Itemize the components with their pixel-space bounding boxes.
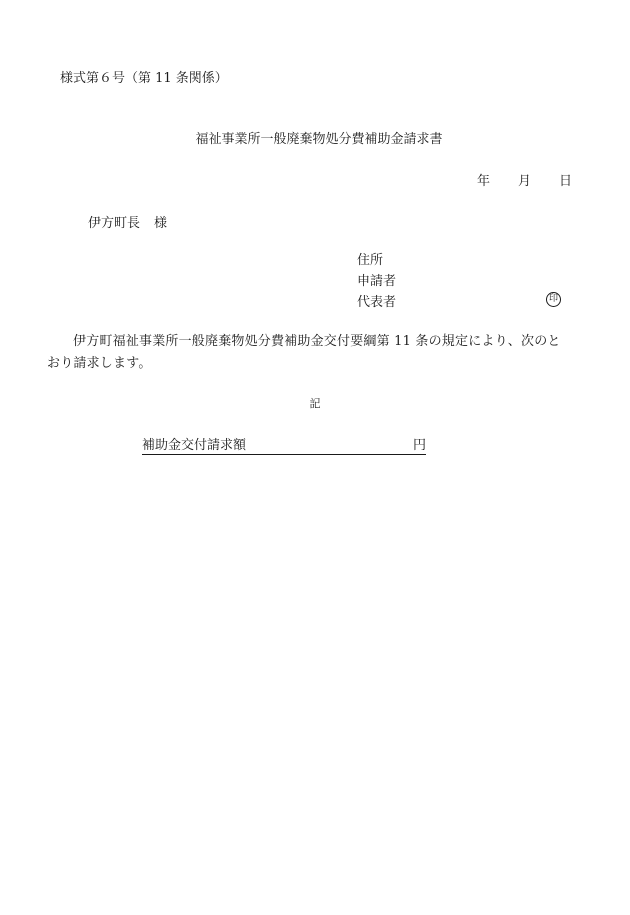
form-number: 様式第６号（第 11 条関係） xyxy=(60,71,228,86)
applicant-label: 申請者 xyxy=(357,274,397,289)
addressee xyxy=(88,212,167,231)
document-title-text: 福祉事業所一般廃棄物処分費補助金請求書 xyxy=(195,132,443,147)
date-year-label: 年 xyxy=(477,174,491,189)
document-title xyxy=(0,128,630,147)
amount-field xyxy=(142,434,426,455)
amount-unit: 円 xyxy=(412,438,426,453)
date-day-label: 日 xyxy=(559,174,573,189)
body-paragraph-line-1: 伊方町福祉事業所一般廃棄物処分費補助金交付要綱第 11 条の規定により、次のと xyxy=(73,334,561,349)
amount-label: 補助金交付請求額 xyxy=(142,438,247,453)
representative-label: 代表者 xyxy=(357,295,397,310)
applicant-block xyxy=(357,251,396,314)
applicant-address-label: 住所 xyxy=(357,253,384,268)
addressee-name: 伊方町長 xyxy=(88,216,141,231)
body-paragraph-line-2: おり請求します。 xyxy=(47,356,152,371)
ki-heading: 記 xyxy=(309,397,321,410)
seal-mark: 印 xyxy=(546,292,561,307)
date-month-label: 月 xyxy=(518,174,532,189)
addressee-honorific: 様 xyxy=(154,216,168,231)
